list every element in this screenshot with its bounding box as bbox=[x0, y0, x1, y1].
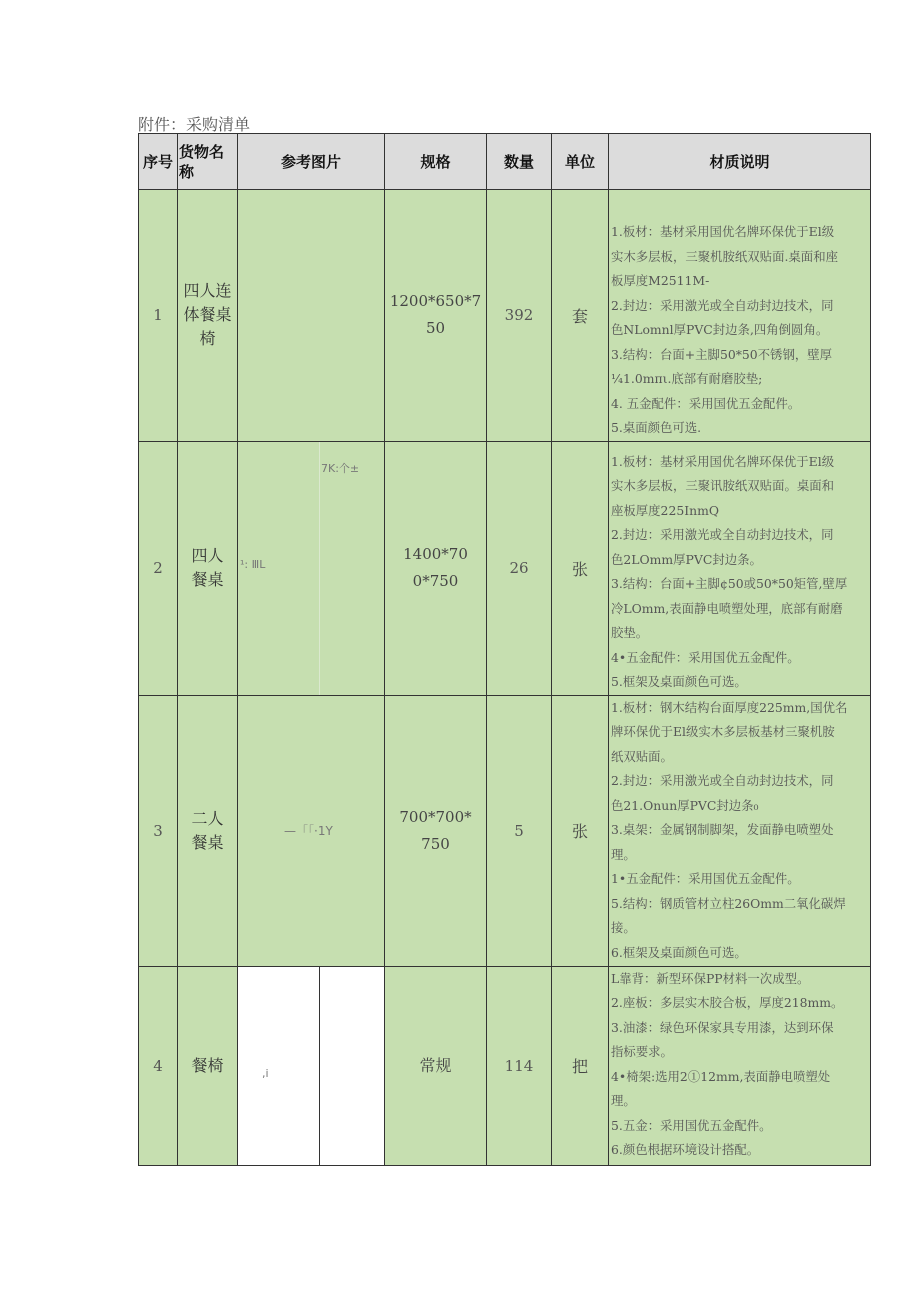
row-name: 餐椅 bbox=[178, 966, 238, 1165]
procurement-table bbox=[138, 133, 871, 1166]
picture-ocr-text: —「「·1Y bbox=[284, 823, 333, 838]
row-index: 1 bbox=[139, 190, 178, 442]
material-line: 板厚度M2511M- bbox=[611, 273, 710, 288]
material-line: 理。 bbox=[611, 846, 636, 862]
picture-ocr-text: ,i bbox=[262, 1066, 269, 1080]
material-line: 4•椅架:选用2①12mm,表面静电喷塑处 bbox=[611, 1068, 831, 1084]
material-line: 1•五金配件：采用国优五金配件。 bbox=[611, 871, 800, 886]
header-index: 序号 bbox=[139, 134, 178, 190]
header-unit: 单位 bbox=[552, 134, 609, 190]
material-line: 实木多层板，三聚机胺纸双贴面.桌面和座 bbox=[611, 248, 838, 264]
header-picture: 参考图片 bbox=[238, 134, 385, 190]
row-spec: 700*700*750 bbox=[385, 695, 487, 966]
table-row bbox=[139, 441, 871, 695]
material-line: 1.板材：钢木结构台面厚度225mm,国优名 bbox=[611, 699, 848, 715]
row-index: 4 bbox=[139, 966, 178, 1165]
row-material bbox=[609, 695, 871, 966]
row-qty: 114 bbox=[487, 966, 552, 1165]
material-line: 5.桌面颜色可选. bbox=[611, 420, 702, 435]
material-line: 2.封边：采用激光或全自动封边技术，同 bbox=[611, 773, 834, 788]
page-caption: 附件：采购清单 bbox=[138, 115, 251, 134]
header-material: 材质说明 bbox=[609, 134, 871, 190]
row-qty: 392 bbox=[487, 190, 552, 442]
material-line: 接。 bbox=[611, 920, 636, 935]
row-material bbox=[609, 441, 871, 695]
material-line: 1.板材：基材采用国优名牌环保优于El级 bbox=[611, 224, 835, 239]
row-spec: 1200*650*750 bbox=[385, 190, 487, 442]
table-row bbox=[139, 966, 871, 1165]
material-line: 色21.Onun厚PVC封边条₀ bbox=[611, 797, 759, 813]
material-line: 胶垫。 bbox=[611, 625, 649, 640]
material-line: 色2LOmm厚PVC封边条。 bbox=[611, 551, 762, 567]
material-line: 3.结构：台面+主脚50*50不锈钢，壁厚 bbox=[611, 346, 833, 362]
material-line: 6.框架及桌面颜色可选。 bbox=[611, 944, 747, 960]
material-line: 5.框架及桌面颜色可选。 bbox=[611, 674, 747, 689]
row-material bbox=[609, 966, 871, 1165]
row-name: 四人餐桌 bbox=[178, 441, 238, 695]
material-line: 5.五金：采用国优五金配件。 bbox=[611, 1117, 772, 1133]
material-line: 4. 五金配件：采用国优五金配件。 bbox=[611, 395, 801, 411]
material-line: 座板厚度225InmQ bbox=[611, 502, 719, 518]
material-line: 2.封边：采用激光或全自动封边技术，同 bbox=[611, 297, 834, 313]
material-line: 1.板材：基材采用国优名牌环保优于El级 bbox=[611, 453, 835, 469]
header-qty: 数量 bbox=[487, 134, 552, 190]
material-line: ¼1.0mπι.底部有耐磨胶垫; bbox=[611, 371, 763, 386]
header-spec: 规格 bbox=[385, 134, 487, 190]
row-unit: 张 bbox=[552, 695, 609, 966]
material-line: 纸双贴面。 bbox=[611, 748, 673, 764]
row-spec: 常规 bbox=[385, 966, 487, 1165]
row-unit: 把 bbox=[552, 966, 609, 1165]
material-line: 4•五金配件：采用国优五金配件。 bbox=[611, 649, 800, 665]
row-index: 3 bbox=[139, 695, 178, 966]
material-line: 6.颜色根据环境设计搭配。 bbox=[611, 1142, 760, 1157]
reference-picture bbox=[238, 441, 385, 695]
material-line: L靠背：新型环保PP材料一次成型。 bbox=[611, 970, 810, 986]
material-line: 牌环保优于El级实木多层板基材三聚机胺 bbox=[611, 724, 835, 739]
row-index: 2 bbox=[139, 441, 178, 695]
row-unit: 套 bbox=[552, 190, 609, 442]
picture-ocr-text: 7K:个± bbox=[321, 461, 360, 475]
table-row bbox=[139, 695, 871, 966]
row-unit: 张 bbox=[552, 441, 609, 695]
material-line: 2.封边：采用激光或全自动封边技术，同 bbox=[611, 527, 834, 542]
row-name: 四人连体餐桌椅 bbox=[178, 190, 238, 442]
material-line: 5.结构：钢质管材立柱26Omm二氧化碳焊 bbox=[611, 895, 846, 911]
picture-ocr-text: ¹: ⅢL bbox=[240, 557, 266, 571]
header-name: 货物名称 bbox=[178, 134, 238, 190]
row-qty: 26 bbox=[487, 441, 552, 695]
reference-picture bbox=[238, 190, 385, 442]
material-line: 3.桌架：金属钢制脚架，发面静电喷塑处 bbox=[611, 822, 834, 837]
material-line: 理。 bbox=[611, 1093, 636, 1108]
material-line: 2.座板：多层实木胶合板，厚度218mm。 bbox=[611, 995, 844, 1010]
material-line: 冷LOmm,表面静电喷塑处理，底部有耐磨 bbox=[611, 600, 843, 616]
material-line: 指标要求。 bbox=[611, 1044, 673, 1059]
row-spec: 1400*700*750 bbox=[385, 441, 487, 695]
material-line: 3.油漆：绿色环保家具专用漆，达到环保 bbox=[611, 1019, 834, 1035]
row-material bbox=[609, 190, 871, 442]
reference-picture bbox=[238, 695, 385, 966]
reference-picture bbox=[238, 966, 385, 1165]
row-qty: 5 bbox=[487, 695, 552, 966]
material-line: 实木多层板，三聚讯胺纸双贴面。桌面和 bbox=[611, 478, 835, 493]
material-line: 色NLomnl厚PVC封边条,四角倒圆角。 bbox=[611, 322, 829, 337]
table-row bbox=[139, 190, 871, 442]
material-line: 3.结构：台面+主脚¢50或50*50矩管,壁厚 bbox=[611, 576, 848, 591]
header-row bbox=[139, 134, 871, 190]
row-name: 二人餐桌 bbox=[178, 695, 238, 966]
